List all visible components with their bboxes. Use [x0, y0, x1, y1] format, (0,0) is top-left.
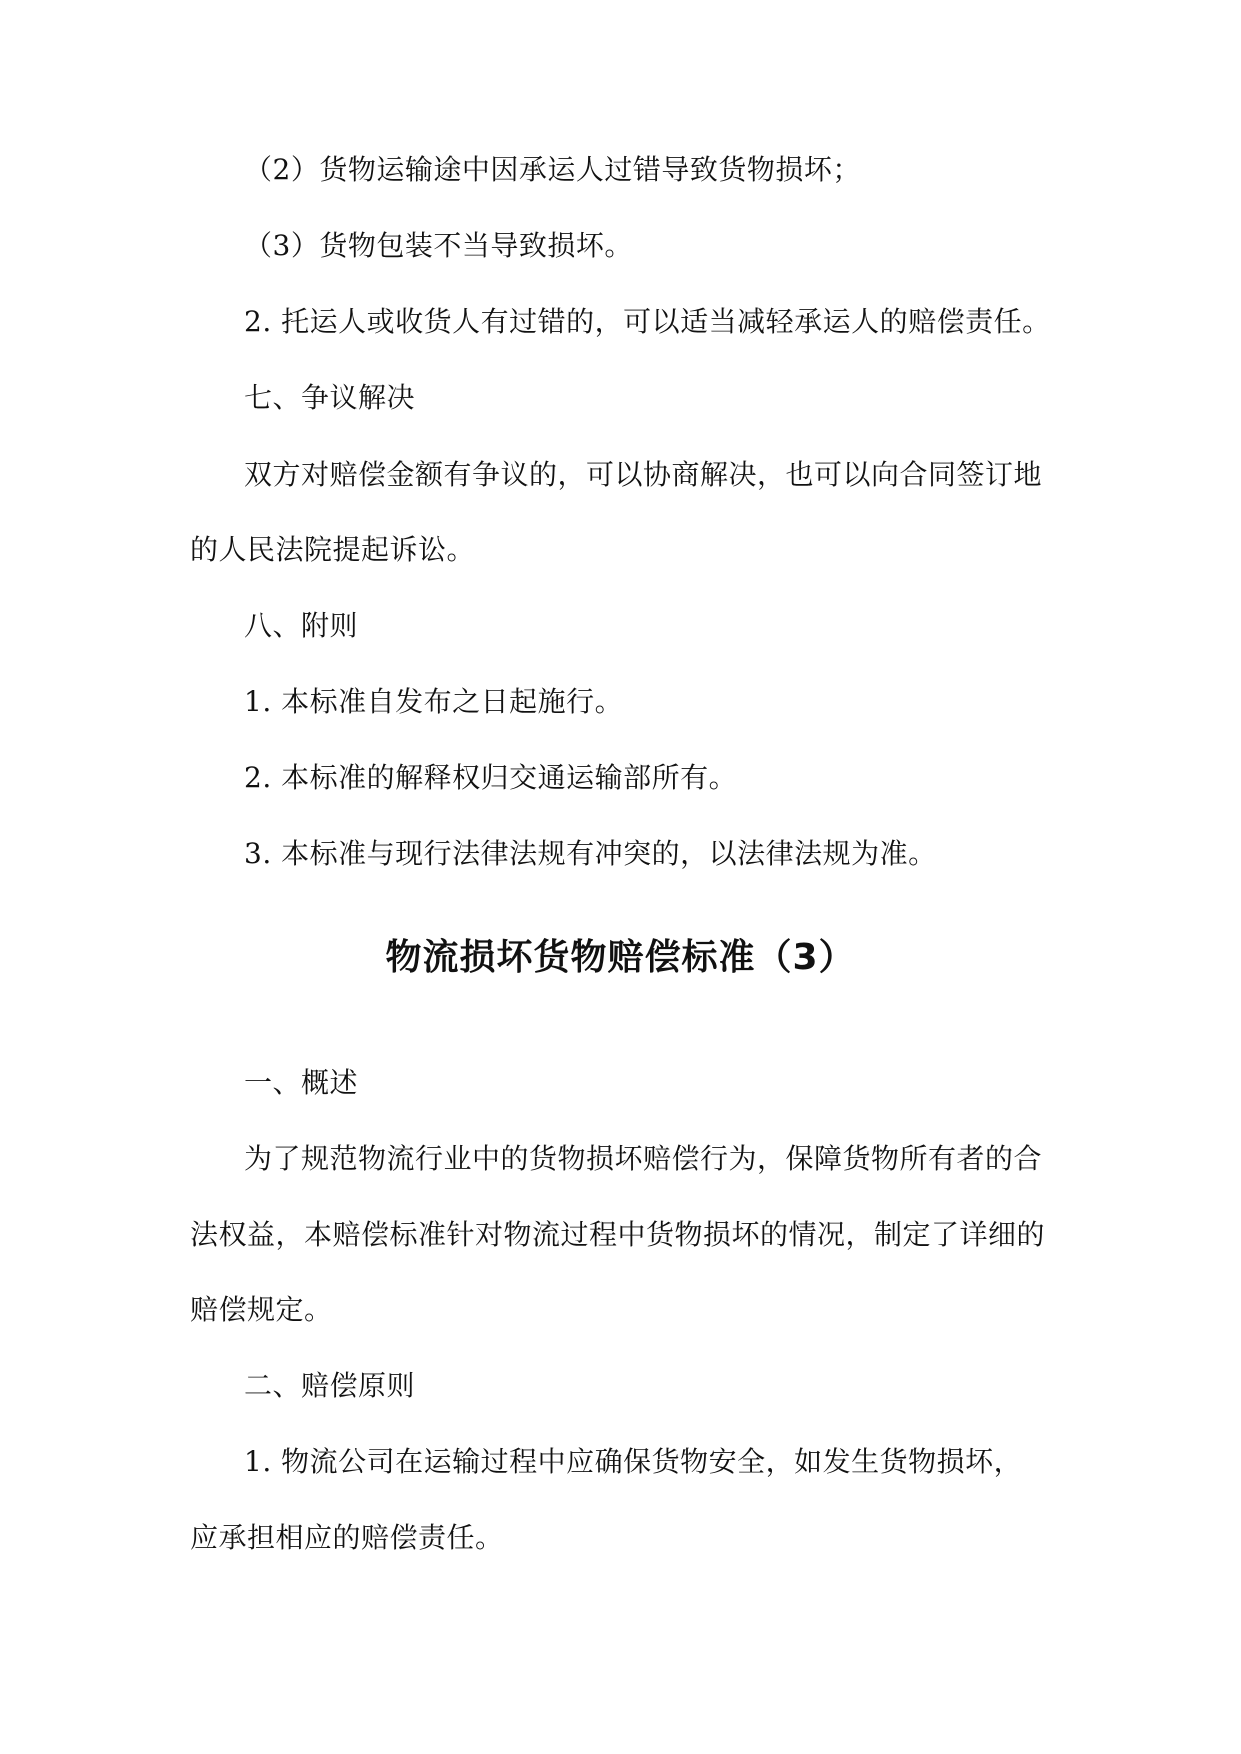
- overview-paragraph-line-1: 为了规范物流行业中的货物损坏赔偿行为，保障货物所有者的合: [244, 1142, 1043, 1175]
- section-heading-1: 一、概述: [244, 1066, 359, 1099]
- principle-1-line-2: 应承担相应的赔偿责任。: [190, 1521, 504, 1554]
- section-heading-8: 八、附则: [244, 609, 359, 642]
- dispute-paragraph-line-1: 双方对赔偿金额有争议的，可以协商解决，也可以向合同签订地: [244, 458, 1043, 491]
- list-item-2: （2）货物运输途中因承运人过错导致货物损坏；: [244, 153, 861, 186]
- principle-1-line-1: 1. 物流公司在运输过程中应确保货物安全，如发生货物损坏，: [244, 1445, 1023, 1478]
- section-heading-2: 二、赔偿原则: [244, 1369, 416, 1402]
- overview-paragraph-line-3: 赔偿规定。: [190, 1293, 333, 1326]
- section-heading-7: 七、争议解决: [244, 381, 416, 414]
- rule-item-3: 3. 本标准与现行法律法规有冲突的，以法律法规为准。: [244, 837, 937, 870]
- overview-paragraph-line-2: 法权益，本赔偿标准针对物流过程中货物损坏的情况，制定了详细的: [190, 1218, 1046, 1251]
- numbered-point-2: 2. 托运人或收货人有过错的，可以适当减轻承运人的赔偿责任。: [244, 305, 1051, 338]
- document-title: 物流损坏货物赔偿标准（3）: [385, 937, 856, 978]
- rule-item-2: 2. 本标准的解释权归交通运输部所有。: [244, 761, 738, 794]
- dispute-paragraph-line-2: 的人民法院提起诉讼。: [190, 533, 476, 566]
- rule-item-1: 1. 本标准自发布之日起施行。: [244, 685, 624, 718]
- list-item-3: （3）货物包装不当导致损坏。: [244, 229, 633, 262]
